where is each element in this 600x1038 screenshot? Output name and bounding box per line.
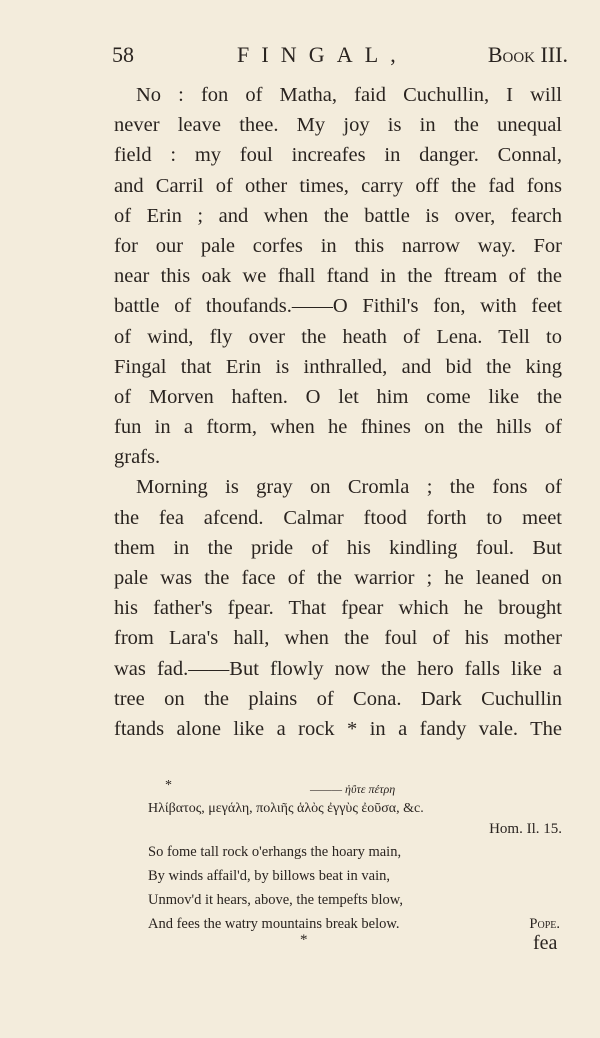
text-line: near this oak we fhall ftand in the ftream of the xyxy=(114,265,562,288)
text-line: grafs. xyxy=(114,446,161,469)
text-line: them in the pride of his kindling foul. But xyxy=(114,536,562,559)
text-line: and Carril of other times, carry off the fad fons xyxy=(114,174,562,197)
page-number: 58 xyxy=(112,42,134,67)
footnote-citation: Hom. Il. 15. xyxy=(489,821,562,837)
footnote-greek-line: Ηλίβατος, μεγάλη, πολιῆς ἁλὸς ἐγγὺς ἐοῦσα, &c. xyxy=(148,801,424,816)
catchword: fea xyxy=(533,932,558,954)
text-line: field : my foul increafes in danger. Connal, xyxy=(114,144,562,167)
text-line: never leave thee. My joy is in the unequal xyxy=(114,114,562,137)
text-line: pale was the face of the warrior ; he leaned on xyxy=(114,567,562,589)
book-label: Book III. xyxy=(487,42,568,67)
text-line: battle of thoufands.——O Fithil's fon, with feet xyxy=(114,295,562,318)
text-line: ftands alone like a rock * in a fandy vale. The xyxy=(114,717,562,740)
footnote-greek-line: ——— ἠΰτε πέτρη xyxy=(310,782,396,796)
text-line: was fad.——But flowly now the hero falls like a xyxy=(114,657,562,680)
text-line: for our pale corfes in this narrow way. For xyxy=(114,234,562,257)
text-line: of wind, fly over the heath of Lena. Tell to xyxy=(114,325,562,348)
text-line: from Lara's hall, when the foul of his mother xyxy=(114,627,562,650)
text-line: his father's fpear. That fpear which he brought xyxy=(114,597,562,620)
running-title: FINGAL, xyxy=(237,42,408,67)
text-line: the fea afcend. Calmar ftood forth to meet xyxy=(114,506,562,529)
footnote-marker: * xyxy=(165,778,172,793)
text-line: of Erin ; and when the battle is over, fearch xyxy=(114,204,562,227)
text-line: fun in a ftorm, when he fhines on the hills of xyxy=(114,416,562,439)
text-line: Fingal that Erin is inthralled, and bid the king xyxy=(114,355,562,378)
footnote-verse-line: And fees the watry mountains break below. xyxy=(148,916,400,932)
footnote-verse-line: By winds affail'd, by billows beat in vain, xyxy=(148,868,390,884)
bottom-mark: * xyxy=(300,932,308,948)
main-text xyxy=(114,80,562,744)
footnote-attribution: Pope. xyxy=(529,916,560,932)
text-line: tree on the plains of Cona. Dark Cuchullin xyxy=(114,687,562,710)
running-header xyxy=(112,42,568,72)
text-line: No : fon of Matha, faid Cuchullin, I will xyxy=(136,84,562,106)
footnote-verse-line: So fome tall rock o'erhangs the hoary main, xyxy=(148,844,402,860)
text-line: Morning is gray on Cromla ; the fons of xyxy=(136,476,562,499)
text-line: of Morven haften. O let him come like the xyxy=(114,385,562,408)
footnote-verse-line: Unmov'd it hears, above, the tempefts blow, xyxy=(148,892,403,908)
